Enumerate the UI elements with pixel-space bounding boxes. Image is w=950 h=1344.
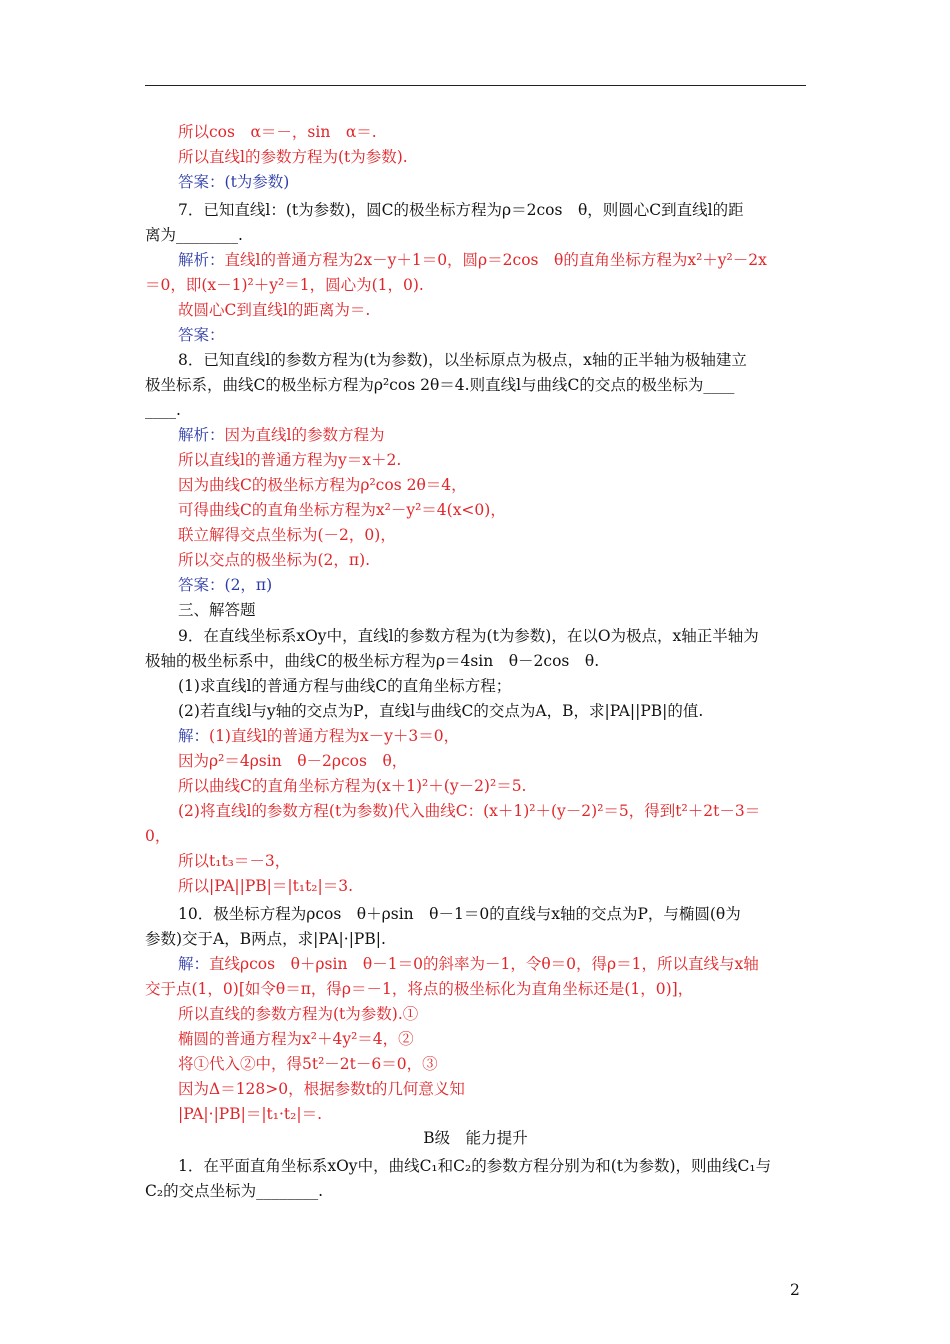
text-line: 联立解得交点坐标为(－2，0)， (178, 526, 396, 544)
text-line: 所以cos α＝－，sin α＝. (178, 123, 377, 141)
line-text: (2，π) (224, 576, 273, 594)
header-rule (145, 85, 806, 86)
text-line: 三、解答题 (178, 601, 256, 619)
text-line: 椭圆的普通方程为x²＋4y²＝4，② (178, 1030, 414, 1048)
text-line: 极轴的极坐标系中，曲线C的极坐标方程为ρ＝4sin θ－2cos θ. (145, 652, 600, 670)
answer-label: 答案： (178, 326, 225, 344)
text-line: ____. (145, 401, 181, 419)
text-line: 故圆心C到直线l的距离为＝. (178, 301, 371, 319)
text-line: 所以直线的参数方程为(t为参数).① (178, 1005, 419, 1023)
text-line: 可得曲线C的直角坐标方程为x²－y²＝4(x<0)， (178, 501, 506, 519)
line-text: 直线ρcos θ＋ρsin θ－1＝0的斜率为－1，令θ＝0，得ρ＝1，所以直线与x轴 (209, 955, 759, 973)
text-line: 因为Δ＝128>0，根据参数t的几何意义知 (178, 1080, 465, 1098)
text-line: (1)求直线l的普通方程与曲线C的直角坐标方程； (178, 677, 512, 695)
text-line: 因为ρ²＝4ρsin θ－2ρcos θ， (178, 752, 408, 770)
text-line: 所以曲线C的直角坐标方程为(x＋1)²＋(y－2)²＝5. (178, 777, 527, 795)
answer-label: 答案： (178, 173, 225, 191)
text-line: 7．已知直线l：(t为参数)，圆C的极坐标方程为ρ＝2cos θ，则圆心C到直线l的距 (178, 201, 744, 219)
text-line: 交于点(1，0)[如令θ＝π，得ρ＝－1，将点的极坐标化为直角坐标还是(1，0)]， (145, 980, 694, 998)
line-text: (t为参数) (224, 173, 290, 191)
text-line: 1．在平面直角坐标系xOy中，曲线C₁和C₂的参数方程分别为和(t为参数)，则曲线C₁与 (178, 1157, 772, 1175)
text-line (178, 172, 289, 192)
text-line (178, 425, 384, 445)
answer-label: 解： (178, 955, 210, 973)
text-line: 因为曲线C的极坐标方程为ρ²cos 2θ＝4， (178, 476, 467, 494)
text-line: ＝0，即(x－1)²＋y²＝1，圆心为(1，0). (145, 276, 424, 294)
text-line: (2)若直线l与y轴的交点为P，直线l与曲线C的交点为A，B，求|PA||PB|的值. (178, 702, 704, 720)
text-line: 离为________. (145, 226, 243, 244)
text-line: 所以直线l的普通方程为y＝x＋2. (178, 451, 402, 469)
text-line (178, 575, 272, 595)
text-line (178, 954, 759, 974)
text-line: 所以交点的极坐标为(2，π). (178, 551, 371, 569)
text-line: (2)将直线l的参数方程(t为参数)代入曲线C：(x＋1)²＋(y－2)²＝5，得到t²＋2t－3＝ (178, 802, 761, 820)
text-line: 10．极坐标方程为ρcos θ＋ρsin θ－1＝0的直线与x轴的交点为P，与椭圆(θ为 (178, 905, 741, 923)
text-line: 参数)交于A，B两点，求|PA|·|PB|. (145, 930, 386, 948)
section-title-b-level: B级 能力提升 (423, 1129, 528, 1147)
text-line: 所以t₁t₃＝－3， (178, 852, 291, 870)
text-line: 0， (145, 827, 171, 845)
answer-label: 解： (178, 727, 210, 745)
text-line: |PA|·|PB|＝|t₁·t₂|＝. (178, 1105, 323, 1123)
line-text: 直线l的普通方程为2x－y＋1＝0，圆ρ＝2cos θ的直角坐标方程为x²＋y²－2x (224, 251, 767, 269)
text-line: 8．已知直线l的参数方程为(t为参数)，以坐标原点为极点，x轴的正半轴为极轴建立 (178, 351, 747, 369)
line-text: 因为直线l的参数方程为 (224, 426, 385, 444)
text-line (178, 726, 459, 746)
text-line: 所以|PA||PB|＝|t₁t₂|＝3. (178, 877, 354, 895)
text-line (178, 325, 225, 345)
text-line: 极坐标系，曲线C的极坐标方程为ρ²cos 2θ＝4.则直线l与曲线C的交点的极坐标为____ (145, 376, 735, 394)
text-line (178, 250, 767, 270)
line-text: (1)直线l的普通方程为x－y＋3＝0， (209, 727, 460, 745)
text-line: 将①代入②中，得5t²－2t－6＝0，③ (178, 1055, 438, 1073)
answer-label: 答案： (178, 576, 225, 594)
answer-label: 解析： (178, 251, 225, 269)
text-line: 所以直线l的参数方程为(t为参数). (178, 148, 408, 166)
text-line: 9．在直线坐标系xOy中，直线l的参数方程为(t为参数)，在以O为极点，x轴正半轴为 (178, 627, 759, 645)
page-number: 2 (790, 1281, 800, 1299)
text-line: C₂的交点坐标为________. (145, 1182, 324, 1200)
answer-label: 解析： (178, 426, 225, 444)
